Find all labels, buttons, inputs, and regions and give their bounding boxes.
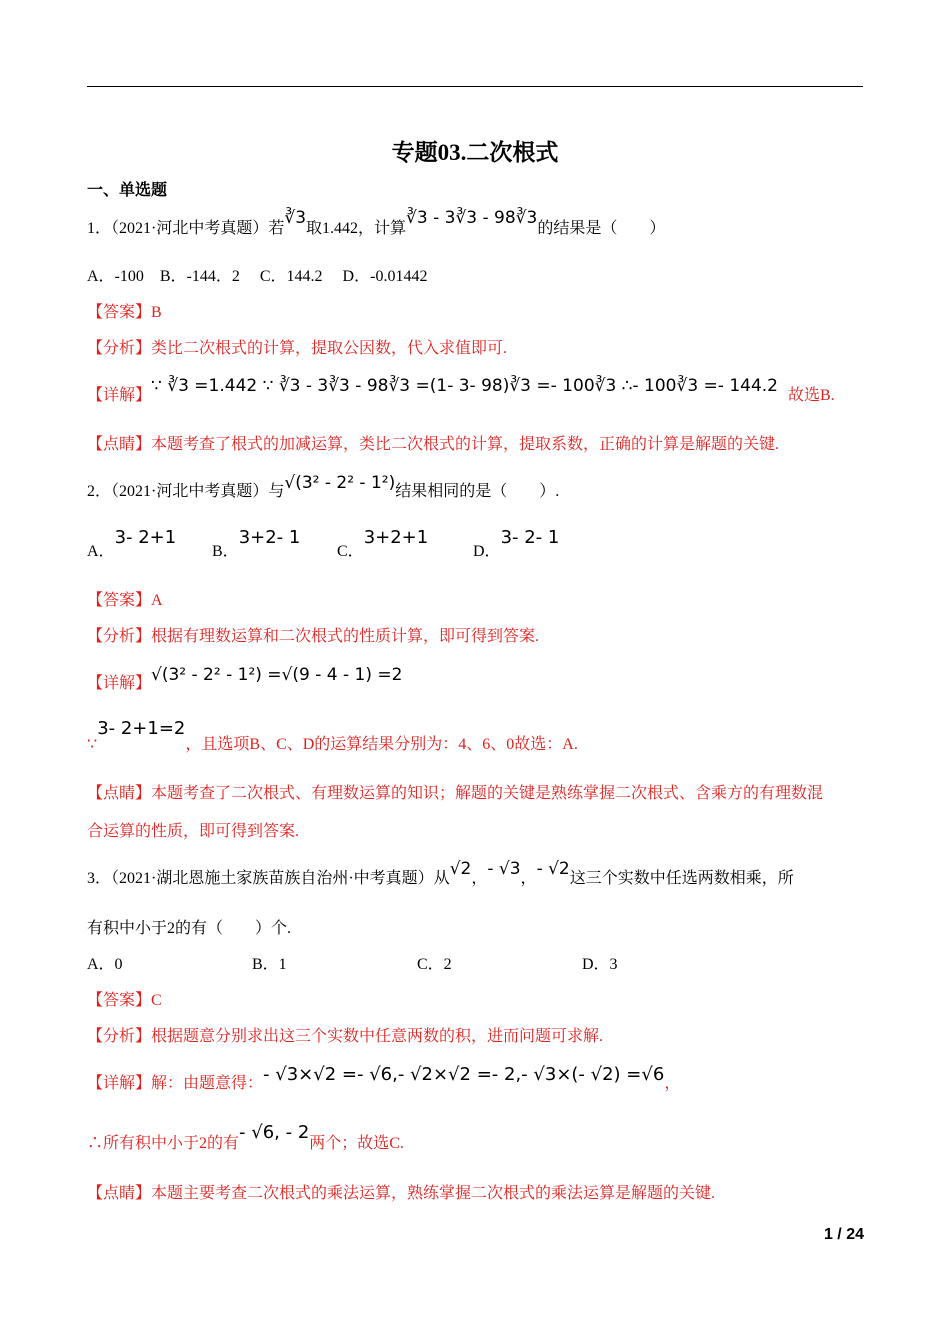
analysis-label: 【分析】 [87,1028,152,1045]
q3-detail-prefix: 解：由题意得： [151,1075,264,1092]
answer-label: 【答案】 [87,592,152,609]
q2-stem [87,473,560,501]
q2-number: 2． [87,483,112,500]
answer-label: 【答案】 [87,304,152,321]
q2-option-b-expr: 3+2- 1 [238,527,301,548]
q2-detail [87,662,403,692]
page-current: 1 [823,1226,833,1243]
q1-source: （2021·河北中考真题）若 [111,220,285,237]
q2-text-end: 结果相同的是（ ）. [395,483,560,500]
q3-number-3: - √2 [536,859,570,879]
q1-answer [87,299,162,322]
q1-number: 1． [87,220,112,237]
q3-analysis-text: 根据题意分别求出这三个实数中任意两数的积，进而问题可求解. [151,1028,604,1045]
q2-expr: √(3² - 2² - 1²) [284,473,396,493]
q3-option-c: C．2 [417,956,452,973]
q3-source: （2021·湖北恩施土家族苗族自治州·中考真题）从 [111,870,450,887]
q1-detail-math: ∵ ∛3 =1.442 ∵ ∛3 - 3∛3 - 98∛3 =(1- 3- 98)∛3 =- 100∛3 ∴- 100∛3 =- 144.2 [151,376,778,396]
q2-answer [87,587,163,610]
q3-text-end: 这三个实数中任选两数相乘，所 [569,870,794,887]
detail-label: 【详解】 [87,1075,152,1092]
analysis-label: 【分析】 [87,628,152,645]
section-heading: 一、单选题 [87,182,168,199]
q3-comment-text: 本题主要考查二次根式的乘法运算，熟练掌握二次根式的乘法运算是解题的关键. [151,1185,716,1202]
q2-because-text: ，且选项B、C、D的运算结果分别为：4、6、0故选：A. [185,736,578,753]
q3-option-b: B．1 [252,956,287,973]
q2-option-a-expr: 3- 2+1 [114,527,177,548]
q2-analysis [87,623,539,646]
header-rule [87,86,863,87]
q2-answer-value: A [151,592,163,609]
q1-given-expr: ∛3 [284,208,307,228]
q3-therefore-end: 两个；故选C. [309,1135,404,1152]
q3-therefore-math: - √6, - 2 [239,1122,310,1143]
q2-option-b-label: B． [212,543,239,560]
q1-analysis-text: 类比二次根式的计算，提取公因数，代入求值即可. [151,340,508,357]
q2-detail-math: √(3² - 2² - 1²) =√(9 - 4 - 1) =2 [151,665,403,685]
q3-comment [87,1180,715,1203]
q2-option-c [337,527,429,561]
q1-detail [87,373,835,404]
q2-comment-text-1: 本题考查了二次根式、有理数运算的知识；解题的关键是熟练掌握二次根式、含乘方的有理数混 [151,785,824,802]
page-number: 1 / 24 [823,1226,864,1243]
q1-comment [87,431,779,454]
q3-therefore-text: ∴所有积中小于2的有 [87,1135,240,1152]
q2-option-c-label: C． [337,543,364,560]
q2-because-math: 3- 2+1=2 [97,718,186,739]
q3-option-d: D．3 [582,956,618,973]
detail-label: 【详解】 [87,675,152,692]
q3-detail-math: - √3×√2 =- √6,- √2×√2 =- 2,- √3×(- √2) =√6 [263,1064,665,1085]
q3-analysis [87,1023,603,1046]
q3-stem-line2: 有积中小于2的有（ ）个. [87,920,292,937]
q2-option-c-expr: 3+2+1 [363,527,429,548]
q3-answer [87,987,162,1010]
q1-analysis [87,335,507,358]
q2-because [87,716,578,753]
comment-label: 【点睛】 [87,1185,152,1202]
comment-label: 【点睛】 [87,785,152,802]
because-symbol: ∵ [87,736,98,753]
q2-option-a-label: A． [87,543,115,560]
analysis-label: 【分析】 [87,340,152,357]
q2-analysis-text: 根据有理数运算和二次根式的性质计算，即可得到答案. [151,628,540,645]
detail-label: 【详解】 [87,387,152,404]
q2-option-d-label: D． [473,543,501,560]
q2-option-b [212,527,301,561]
q3-therefore [87,1120,404,1152]
q1-options: A．-100 B．-144．2 C．144.2 D．-0.01442 [87,268,428,285]
q1-text-mid: 取1.442，计算 [306,220,407,237]
answer-label: 【答案】 [87,992,152,1009]
q2-option-d [473,527,560,561]
q3-number-1: √2 [449,859,472,879]
q3-answer-value: C [151,992,162,1009]
q2-comment-line2: 合运算的性质，即可得到答案. [87,823,300,840]
q3-sep-2: ， [520,870,537,887]
q2-option-d-expr: 3- 2- 1 [500,527,560,548]
q2-source: （2021·河北中考真题）与 [111,483,285,500]
q3-detail [87,1062,681,1092]
q1-detail-end: 故选B. [788,387,835,404]
q2-comment-line1 [87,780,823,803]
q1-answer-value: B [151,304,162,321]
q3-option-a: A．0 [87,956,123,973]
q3-sep-1: ， [471,870,488,887]
q3-number-2: - √3 [487,859,521,879]
q1-comment-text: 本题考查了根式的加减运算，类比二次根式的计算，提取系数，正确的计算是解题的关键. [151,436,780,453]
page-title: 专题03.二次根式 [391,140,559,165]
q2-option-a [87,527,177,561]
q1-calc-expr: ∛3 - 3∛3 - 98∛3 [406,208,538,228]
q3-number: 3． [87,870,112,887]
q1-text-end: 的结果是（ ） [537,220,666,237]
page-total: 24 [846,1226,864,1243]
q3-stem [87,859,794,888]
q3-detail-comma: ， [664,1075,681,1092]
q1-stem [87,208,666,238]
comment-label: 【点睛】 [87,436,152,453]
